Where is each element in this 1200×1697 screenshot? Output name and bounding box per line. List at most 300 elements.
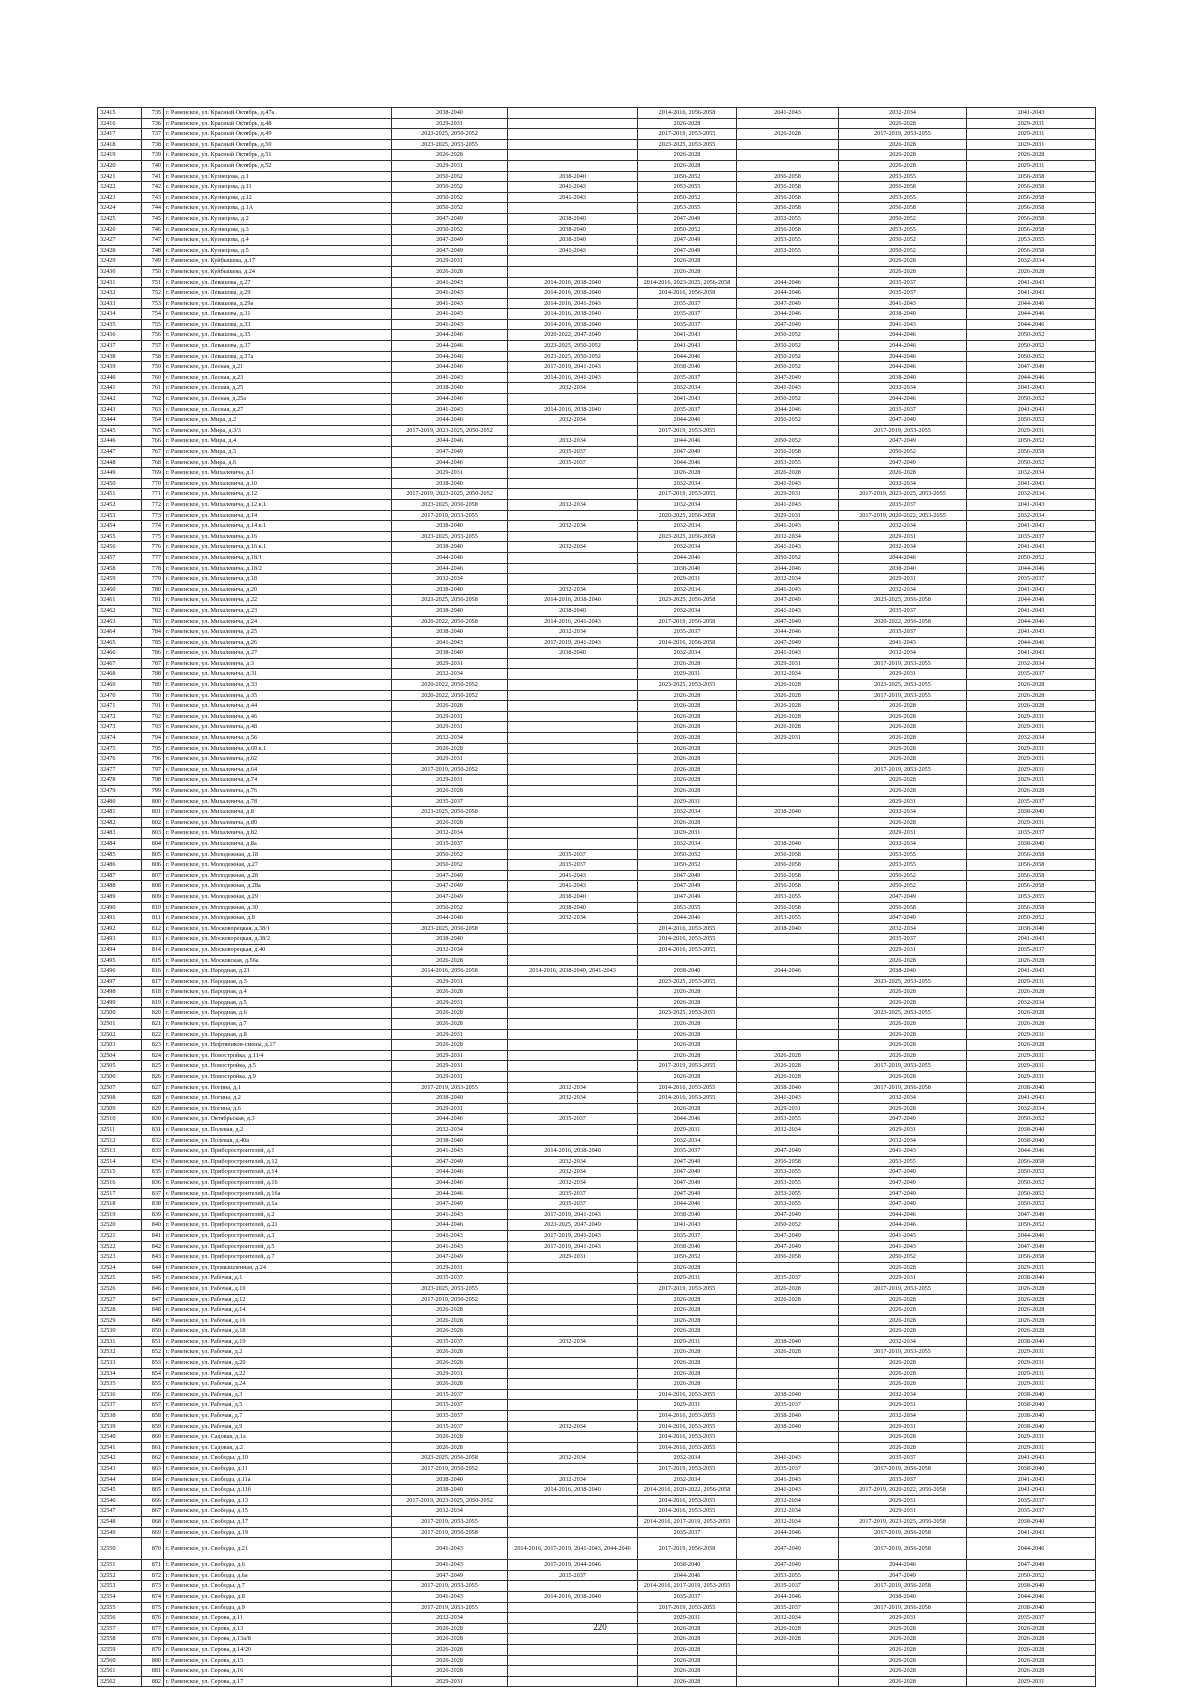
cell-row-number: 852 bbox=[142, 1347, 164, 1358]
cell-address: г. Раменское, ул. Серова, д.15 bbox=[164, 1655, 392, 1666]
table-row bbox=[98, 1453, 1096, 1464]
cell-period-col-1: 2023-2025, 2056-2058 bbox=[392, 1453, 508, 1464]
cell-period-col-1: 2047-2049 bbox=[392, 1156, 508, 1167]
cell-period-col-4: 2026-2028 bbox=[737, 1294, 839, 1305]
cell-address: г. Раменское, ул. Молодежная, д.30 bbox=[164, 902, 392, 913]
cell-row-number: 785 bbox=[142, 637, 164, 648]
cell-period-col-5: 2017-2019, 2020-2022, 2056-2058 bbox=[839, 1485, 967, 1496]
cell-period-col-1: 2032-2034 bbox=[392, 1613, 508, 1624]
cell-period-col-2 bbox=[508, 1347, 638, 1358]
cell-period-col-2: 2023-2025, 2047-2049 bbox=[508, 1220, 638, 1231]
cell-period-col-2 bbox=[508, 1072, 638, 1083]
cell-row-number: 829 bbox=[142, 1103, 164, 1114]
cell-period-col-4: 2056-2058 bbox=[737, 182, 839, 193]
cell-row-number: 777 bbox=[142, 552, 164, 563]
cell-period-col-2: 2032-2034 bbox=[508, 1421, 638, 1432]
table-row bbox=[98, 817, 1096, 828]
cell-period-col-5: 2032-2034 bbox=[839, 648, 967, 659]
cell-period-col-6: 2041-2043 bbox=[967, 288, 1096, 299]
cell-period-col-1: 2032-2034 bbox=[392, 733, 508, 744]
cell-record-id: 32490 bbox=[98, 902, 142, 913]
table-row bbox=[98, 923, 1096, 934]
cell-period-col-3: 2026-2028 bbox=[638, 1040, 737, 1051]
cell-period-col-6: 2038-2040 bbox=[967, 923, 1096, 934]
cell-row-number: 796 bbox=[142, 754, 164, 765]
cell-record-id: 32454 bbox=[98, 521, 142, 532]
cell-period-col-1: 2038-2040 bbox=[392, 1093, 508, 1104]
cell-period-col-4: 2035-2037 bbox=[737, 1602, 839, 1613]
cell-record-id: 32506 bbox=[98, 1072, 142, 1083]
cell-period-col-6: 2026-2028 bbox=[967, 1634, 1096, 1645]
cell-address: г. Раменское, ул. Народная, д.8 bbox=[164, 1029, 392, 1040]
cell-period-col-2 bbox=[508, 1516, 638, 1527]
cell-record-id: 32458 bbox=[98, 563, 142, 574]
cell-address: г. Раменское, ул. Михалевича, д.78 bbox=[164, 796, 392, 807]
cell-period-col-5: 2026-2028 bbox=[839, 997, 967, 1008]
cell-period-col-2 bbox=[508, 1283, 638, 1294]
cell-row-number: 863 bbox=[142, 1464, 164, 1475]
cell-period-col-1: 2032-2034 bbox=[392, 828, 508, 839]
cell-row-number: 780 bbox=[142, 584, 164, 595]
cell-period-col-6: 2038-2040 bbox=[967, 807, 1096, 818]
cell-period-col-1: 2017-2019, 2053-2055 bbox=[392, 510, 508, 521]
cell-period-col-3: 2035-2037 bbox=[638, 404, 737, 415]
cell-period-col-2 bbox=[508, 743, 638, 754]
cell-period-col-3: 2014-2016, 2053-2055 bbox=[638, 1389, 737, 1400]
cell-period-col-2: 2032-2034 bbox=[508, 1082, 638, 1093]
cell-period-col-1: 2023-2025, 2053-2055 bbox=[392, 531, 508, 542]
cell-period-col-5: 2029-2031 bbox=[839, 1273, 967, 1284]
cell-address: г. Раменское, ул. Мира, д.5 bbox=[164, 447, 392, 458]
cell-period-col-5: 2035-2037 bbox=[839, 605, 967, 616]
table-row bbox=[98, 711, 1096, 722]
cell-period-col-2 bbox=[508, 1634, 638, 1645]
cell-period-col-6: 2029-2031 bbox=[967, 1379, 1096, 1390]
cell-period-col-1: 2050-2052 bbox=[392, 849, 508, 860]
cell-period-col-1: 2029-2031 bbox=[392, 118, 508, 129]
cell-period-col-2 bbox=[508, 425, 638, 436]
cell-period-col-5: 2026-2028 bbox=[839, 733, 967, 744]
cell-record-id: 32442 bbox=[98, 394, 142, 405]
cell-record-id: 32537 bbox=[98, 1400, 142, 1411]
cell-period-col-5: 2032-2034 bbox=[839, 584, 967, 595]
cell-record-id: 32463 bbox=[98, 616, 142, 627]
cell-row-number: 819 bbox=[142, 997, 164, 1008]
cell-period-col-5: 2035-2037 bbox=[839, 934, 967, 945]
table-row bbox=[98, 266, 1096, 277]
cell-period-col-3: 2026-2028 bbox=[638, 987, 737, 998]
cell-row-number: 868 bbox=[142, 1516, 164, 1527]
cell-period-col-2: 2023-2025, 2050-2052 bbox=[508, 351, 638, 362]
cell-row-number: 787 bbox=[142, 658, 164, 669]
cell-period-col-2: 2041-2043 bbox=[508, 870, 638, 881]
cell-period-col-6: 2050-2052 bbox=[967, 1167, 1096, 1178]
cell-record-id: 32521 bbox=[98, 1230, 142, 1241]
table-row bbox=[98, 372, 1096, 383]
cell-record-id: 32430 bbox=[98, 266, 142, 277]
cell-record-id: 32418 bbox=[98, 139, 142, 150]
cell-period-col-3: 2038-2040 bbox=[638, 563, 737, 574]
cell-period-col-3: 2017-2019, 2053-2055 bbox=[638, 1464, 737, 1475]
cell-address: г. Раменское, ул. Куйбышева, д.24 bbox=[164, 266, 392, 277]
cell-row-number: 789 bbox=[142, 680, 164, 691]
cell-period-col-5: 2038-2040 bbox=[839, 966, 967, 977]
table-row bbox=[98, 1294, 1096, 1305]
table-row bbox=[98, 499, 1096, 510]
cell-period-col-5: 2050-2052 bbox=[839, 235, 967, 246]
cell-record-id: 32520 bbox=[98, 1220, 142, 1231]
cell-period-col-1: 2029-2031 bbox=[392, 754, 508, 765]
cell-row-number: 803 bbox=[142, 828, 164, 839]
cell-period-col-1: 2044-2046 bbox=[392, 415, 508, 426]
cell-record-id: 32523 bbox=[98, 1252, 142, 1263]
cell-period-col-2 bbox=[508, 1305, 638, 1316]
cell-period-col-6: 2026-2028 bbox=[967, 1315, 1096, 1326]
cell-period-col-4: 2053-2055 bbox=[737, 1188, 839, 1199]
cell-period-col-5: 2026-2028 bbox=[839, 786, 967, 797]
cell-period-col-5: 2029-2031 bbox=[839, 796, 967, 807]
cell-period-col-2: 2035-2037 bbox=[508, 1114, 638, 1125]
cell-period-col-6: 2029-2031 bbox=[967, 1358, 1096, 1369]
cell-period-col-6: 2050-2052 bbox=[967, 415, 1096, 426]
cell-record-id: 32416 bbox=[98, 118, 142, 129]
cell-period-col-1: 2017-2019, 2050-2052 bbox=[392, 764, 508, 775]
cell-row-number: 762 bbox=[142, 394, 164, 405]
cell-period-col-3: 2050-2052 bbox=[638, 192, 737, 203]
cell-period-col-2: 2017-2019, 2041-2043 bbox=[508, 362, 638, 373]
cell-period-col-4: 2053-2055 bbox=[737, 1114, 839, 1125]
cell-period-col-4: 2053-2055 bbox=[737, 1177, 839, 1188]
cell-address: г. Раменское, ул. Михалевича, д.27 bbox=[164, 648, 392, 659]
cell-period-col-1: 2038-2040 bbox=[392, 934, 508, 945]
cell-period-col-6: 2050-2052 bbox=[967, 351, 1096, 362]
cell-period-col-1: 2041-2043 bbox=[392, 1209, 508, 1220]
cell-period-col-3: 2032-2034 bbox=[638, 478, 737, 489]
table-row bbox=[98, 669, 1096, 680]
cell-period-col-5: 2029-2031 bbox=[839, 1506, 967, 1517]
cell-period-col-3: 2029-2031 bbox=[638, 574, 737, 585]
cell-address: г. Раменское, ул. Михалевича, д.16 bbox=[164, 531, 392, 542]
cell-period-col-5: 2044-2046 bbox=[839, 330, 967, 341]
cell-period-col-4 bbox=[737, 139, 839, 150]
cell-address: г. Раменское, ул. Серова, д.14/20 bbox=[164, 1644, 392, 1655]
cell-period-col-1: 2050-2052 bbox=[392, 860, 508, 871]
cell-period-col-3: 2038-2040 bbox=[638, 362, 737, 373]
cell-period-col-4: 2044-2046 bbox=[737, 277, 839, 288]
cell-period-col-5: 2026-2028 bbox=[839, 1294, 967, 1305]
cell-period-col-4: 2047-2049 bbox=[737, 319, 839, 330]
cell-period-col-2 bbox=[508, 1050, 638, 1061]
cell-period-col-4: 2056-2058 bbox=[737, 1252, 839, 1263]
cell-period-col-4 bbox=[737, 1655, 839, 1666]
cell-period-col-1: 2017-2019, 2023-2025, 2050-2052 bbox=[392, 1495, 508, 1506]
table-row bbox=[98, 616, 1096, 627]
cell-period-col-2 bbox=[508, 129, 638, 140]
cell-period-col-6: 2029-2031 bbox=[967, 976, 1096, 987]
cell-address: г. Раменское, ул. Куйбышева, д.17 bbox=[164, 256, 392, 267]
cell-period-col-3: 2026-2028 bbox=[638, 1019, 737, 1030]
cell-period-col-1: 2038-2040 bbox=[392, 605, 508, 616]
table-row bbox=[98, 1368, 1096, 1379]
cell-row-number: 776 bbox=[142, 542, 164, 553]
cell-row-number: 821 bbox=[142, 1019, 164, 1030]
cell-period-col-2: 2017-2019, 2041-2043 bbox=[508, 637, 638, 648]
cell-period-col-2 bbox=[508, 256, 638, 267]
cell-row-number: 828 bbox=[142, 1093, 164, 1104]
table-row bbox=[98, 1050, 1096, 1061]
cell-period-col-3: 2017-2019, 2053-2055 bbox=[638, 1061, 737, 1072]
cell-period-col-1: 2032-2034 bbox=[392, 1506, 508, 1517]
cell-period-col-2: 2014-2016, 2017-2019, 2041-2043, 2044-2046 bbox=[508, 1538, 638, 1560]
cell-period-col-1: 2017-2019, 2056-2058 bbox=[392, 1527, 508, 1538]
table-row bbox=[98, 1495, 1096, 1506]
cell-period-col-6: 2056-2058 bbox=[967, 182, 1096, 193]
cell-period-col-1: 2032-2034 bbox=[392, 669, 508, 680]
cell-record-id: 32466 bbox=[98, 648, 142, 659]
cell-period-col-1: 2038-2040 bbox=[392, 1135, 508, 1146]
cell-period-col-1: 2014-2016, 2056-2058 bbox=[392, 966, 508, 977]
cell-row-number: 804 bbox=[142, 838, 164, 849]
cell-period-col-4: 2056-2058 bbox=[737, 870, 839, 881]
cell-period-col-3: 2035-2037 bbox=[638, 319, 737, 330]
cell-period-col-6: 2056-2058 bbox=[967, 902, 1096, 913]
cell-period-col-6: 2026-2028 bbox=[967, 266, 1096, 277]
cell-record-id: 32446 bbox=[98, 436, 142, 447]
cell-period-col-6: 2029-2031 bbox=[967, 1347, 1096, 1358]
cell-period-col-3: 2017-2019, 2053-2055 bbox=[638, 1283, 737, 1294]
cell-period-col-4 bbox=[737, 1305, 839, 1316]
cell-period-col-6: 2029-2031 bbox=[967, 722, 1096, 733]
cell-row-number: 786 bbox=[142, 648, 164, 659]
table-row bbox=[98, 807, 1096, 818]
cell-period-col-2 bbox=[508, 1358, 638, 1369]
cell-period-col-1: 2026-2028 bbox=[392, 266, 508, 277]
cell-row-number: 742 bbox=[142, 182, 164, 193]
cell-period-col-5: 2017-2019, 2053-2055 bbox=[839, 425, 967, 436]
cell-period-col-5: 2038-2040 bbox=[839, 563, 967, 574]
cell-period-col-6: 2029-2031 bbox=[967, 1368, 1096, 1379]
cell-period-col-3: 2047-2049 bbox=[638, 213, 737, 224]
cell-period-col-1: 2029-2031 bbox=[392, 1103, 508, 1114]
cell-period-col-4: 2029-2031 bbox=[737, 733, 839, 744]
cell-period-col-1: 2044-2046 bbox=[392, 394, 508, 405]
cell-period-col-5: 2026-2028 bbox=[839, 1655, 967, 1666]
cell-period-col-5: 2047-2049 bbox=[839, 415, 967, 426]
cell-address: г. Раменское, ул. Серова, д.17 bbox=[164, 1676, 392, 1687]
cell-period-col-4: 2050-2052 bbox=[737, 394, 839, 405]
cell-period-col-1: 2050-2052 bbox=[392, 192, 508, 203]
cell-period-col-3: 2053-2055 bbox=[638, 203, 737, 214]
cell-record-id: 32495 bbox=[98, 955, 142, 966]
cell-period-col-3: 2023-2025, 2053-2055 bbox=[638, 976, 737, 987]
cell-row-number: 827 bbox=[142, 1082, 164, 1093]
cell-period-col-3: 2026-2028 bbox=[638, 1103, 737, 1114]
cell-period-col-1: 2017-2019, 2053-2055 bbox=[392, 1602, 508, 1613]
cell-period-col-2 bbox=[508, 786, 638, 797]
cell-period-col-4: 2044-2046 bbox=[737, 1527, 839, 1538]
table-row bbox=[98, 1061, 1096, 1072]
cell-address: г. Раменское, ул. Ногина, д.6 bbox=[164, 1103, 392, 1114]
cell-period-col-6: 2056-2058 bbox=[967, 870, 1096, 881]
cell-period-col-4: 2035-2037 bbox=[737, 1581, 839, 1592]
cell-period-col-4: 2038-2040 bbox=[737, 1389, 839, 1400]
cell-record-id: 32509 bbox=[98, 1103, 142, 1114]
cell-address: г. Раменское, ул. Свободы, д.11б bbox=[164, 1485, 392, 1496]
cell-period-col-6: 2029-2031 bbox=[967, 425, 1096, 436]
cell-address: г. Раменское, ул. Михалевича, д.26 bbox=[164, 637, 392, 648]
cell-address: г. Раменское, ул. Красный Октябрь, д.52 bbox=[164, 160, 392, 171]
cell-period-col-3: 2014-2016, 2053-2055 bbox=[638, 1432, 737, 1443]
cell-row-number: 846 bbox=[142, 1283, 164, 1294]
cell-period-col-5: 2026-2028 bbox=[839, 1379, 967, 1390]
cell-period-col-1: 2041-2043 bbox=[392, 1560, 508, 1571]
cell-record-id: 32455 bbox=[98, 531, 142, 542]
cell-period-col-3: 2026-2028 bbox=[638, 701, 737, 712]
cell-period-col-3: 2026-2028 bbox=[638, 1029, 737, 1040]
cell-period-col-2: 2014-2016, 2038-2040 bbox=[508, 1485, 638, 1496]
cell-period-col-2 bbox=[508, 997, 638, 1008]
cell-period-col-6: 2038-2040 bbox=[967, 1411, 1096, 1422]
cell-period-col-3: 2014-2016, 2056-2058 bbox=[638, 288, 737, 299]
cell-period-col-4: 2044-2046 bbox=[737, 563, 839, 574]
cell-period-col-5: 2017-2019, 2056-2058 bbox=[839, 1581, 967, 1592]
cell-period-col-2: 2014-2016, 2038-2040 bbox=[508, 309, 638, 320]
cell-record-id: 32429 bbox=[98, 256, 142, 267]
cell-period-col-6: 2029-2031 bbox=[967, 817, 1096, 828]
cell-address: г. Раменское, ул. Левашова, д.27 bbox=[164, 277, 392, 288]
table-row bbox=[98, 627, 1096, 638]
cell-period-col-1: 2029-2031 bbox=[392, 1061, 508, 1072]
cell-record-id: 32492 bbox=[98, 923, 142, 934]
table-row bbox=[98, 701, 1096, 712]
cell-period-col-6: 2026-2028 bbox=[967, 1019, 1096, 1030]
cell-row-number: 775 bbox=[142, 531, 164, 542]
cell-period-col-4: 2029-2031 bbox=[737, 1103, 839, 1114]
cell-period-col-3: 2053-2055 bbox=[638, 182, 737, 193]
table-row bbox=[98, 139, 1096, 150]
cell-period-col-6: 2035-2037 bbox=[967, 796, 1096, 807]
cell-period-col-3: 2044-2046 bbox=[638, 415, 737, 426]
cell-period-col-2 bbox=[508, 1432, 638, 1443]
cell-period-col-6: 2041-2043 bbox=[967, 584, 1096, 595]
cell-period-col-3: 2038-2040 bbox=[638, 966, 737, 977]
cell-record-id: 32426 bbox=[98, 224, 142, 235]
cell-address: г. Раменское, ул. Рабочая, д.3 bbox=[164, 1389, 392, 1400]
cell-period-col-1: 2029-2031 bbox=[392, 997, 508, 1008]
cell-period-col-4: 2047-2049 bbox=[737, 637, 839, 648]
cell-row-number: 790 bbox=[142, 690, 164, 701]
cell-row-number: 867 bbox=[142, 1506, 164, 1517]
cell-period-col-4 bbox=[737, 1315, 839, 1326]
table-row bbox=[98, 489, 1096, 500]
cell-address: г. Раменское, ул. Михалевича, д.23 bbox=[164, 605, 392, 616]
cell-period-col-3: 2026-2028 bbox=[638, 1655, 737, 1666]
cell-period-col-1: 2026-2028 bbox=[392, 1305, 508, 1316]
cell-period-col-6: 2026-2028 bbox=[967, 150, 1096, 161]
cell-period-col-2: 2038-2040 bbox=[508, 235, 638, 246]
table-row bbox=[98, 1040, 1096, 1051]
table-row bbox=[98, 1474, 1096, 1485]
cell-period-col-4: 2047-2049 bbox=[737, 1209, 839, 1220]
cell-period-col-3: 2026-2028 bbox=[638, 1326, 737, 1337]
cell-period-col-3: 2014-2016, 2053-2055 bbox=[638, 1411, 737, 1422]
cell-period-col-3: 2026-2028 bbox=[638, 690, 737, 701]
table-row bbox=[98, 1389, 1096, 1400]
cell-period-col-6: 2032-2034 bbox=[967, 733, 1096, 744]
cell-period-col-4: 2026-2028 bbox=[737, 701, 839, 712]
cell-period-col-2 bbox=[508, 1379, 638, 1390]
cell-period-col-5: 2032-2034 bbox=[839, 383, 967, 394]
table-row bbox=[98, 1220, 1096, 1231]
cell-period-col-1: 2041-2043 bbox=[392, 298, 508, 309]
cell-period-col-2 bbox=[508, 1581, 638, 1592]
cell-period-col-1: 2017-2019, 2023-2025, 2050-2052 bbox=[392, 489, 508, 500]
cell-address: г. Раменское, ул. Садовая, д.1а bbox=[164, 1432, 392, 1443]
cell-period-col-1: 2047-2049 bbox=[392, 881, 508, 892]
cell-period-col-5: 2032-2034 bbox=[839, 1135, 967, 1146]
cell-period-col-4: 2032-2034 bbox=[737, 531, 839, 542]
cell-period-col-5: 2026-2028 bbox=[839, 1368, 967, 1379]
cell-period-col-4 bbox=[737, 1019, 839, 1030]
cell-period-col-3: 2026-2028 bbox=[638, 711, 737, 722]
cell-period-col-2 bbox=[508, 1125, 638, 1136]
cell-period-col-5: 2044-2046 bbox=[839, 351, 967, 362]
cell-period-col-3: 2026-2028 bbox=[638, 1305, 737, 1316]
cell-period-col-4: 2044-2046 bbox=[737, 1591, 839, 1602]
cell-period-col-1: 2038-2040 bbox=[392, 478, 508, 489]
cell-period-col-5: 2035-2037 bbox=[839, 627, 967, 638]
cell-period-col-1: 2026-2028 bbox=[392, 1623, 508, 1634]
cell-period-col-6: 2056-2058 bbox=[967, 203, 1096, 214]
cell-period-col-5: 2050-2052 bbox=[839, 881, 967, 892]
cell-row-number: 825 bbox=[142, 1061, 164, 1072]
cell-period-col-2: 2032-2034 bbox=[508, 627, 638, 638]
cell-address: г. Раменское, ул. Промышленная, д.24 bbox=[164, 1262, 392, 1273]
cell-period-col-1: 2026-2028 bbox=[392, 1315, 508, 1326]
cell-period-col-1: 2029-2031 bbox=[392, 468, 508, 479]
cell-period-col-3: 2032-2034 bbox=[638, 807, 737, 818]
cell-row-number: 737 bbox=[142, 129, 164, 140]
cell-period-col-1: 2044-2046 bbox=[392, 362, 508, 373]
cell-period-col-4: 2029-2031 bbox=[737, 658, 839, 669]
cell-period-col-6: 2026-2028 bbox=[967, 1666, 1096, 1677]
cell-row-number: 841 bbox=[142, 1230, 164, 1241]
cell-period-col-4: 2044-2046 bbox=[737, 627, 839, 638]
cell-period-col-3: 2026-2028 bbox=[638, 1050, 737, 1061]
cell-period-col-3: 2044-2046 bbox=[638, 457, 737, 468]
cell-period-col-6: 2050-2052 bbox=[967, 330, 1096, 341]
cell-record-id: 32435 bbox=[98, 319, 142, 330]
cell-period-col-3: 2035-2037 bbox=[638, 309, 737, 320]
cell-period-col-6: 2050-2052 bbox=[967, 1188, 1096, 1199]
cell-period-col-5: 2026-2028 bbox=[839, 817, 967, 828]
table-row bbox=[98, 309, 1096, 320]
cell-period-col-3: 2026-2028 bbox=[638, 733, 737, 744]
cell-period-col-3: 2026-2028 bbox=[638, 150, 737, 161]
cell-period-col-5: 2026-2028 bbox=[839, 1040, 967, 1051]
cell-row-number: 739 bbox=[142, 150, 164, 161]
cell-period-col-6: 2038-2040 bbox=[967, 1336, 1096, 1347]
cell-period-col-1: 2026-2028 bbox=[392, 1655, 508, 1666]
cell-row-number: 810 bbox=[142, 902, 164, 913]
page-number: 220 bbox=[593, 1622, 607, 1632]
cell-address: г. Раменское, ул. Михалевича, д.46 bbox=[164, 711, 392, 722]
cell-period-col-3: 2017-2019, 2056-2058 bbox=[638, 1538, 737, 1560]
cell-period-col-6: 2056-2058 bbox=[967, 1156, 1096, 1167]
cell-period-col-5: 2026-2028 bbox=[839, 1103, 967, 1114]
cell-period-col-4: 2056-2058 bbox=[737, 881, 839, 892]
cell-address: г. Раменское, ул. Красный Октябрь, д.47а bbox=[164, 108, 392, 119]
